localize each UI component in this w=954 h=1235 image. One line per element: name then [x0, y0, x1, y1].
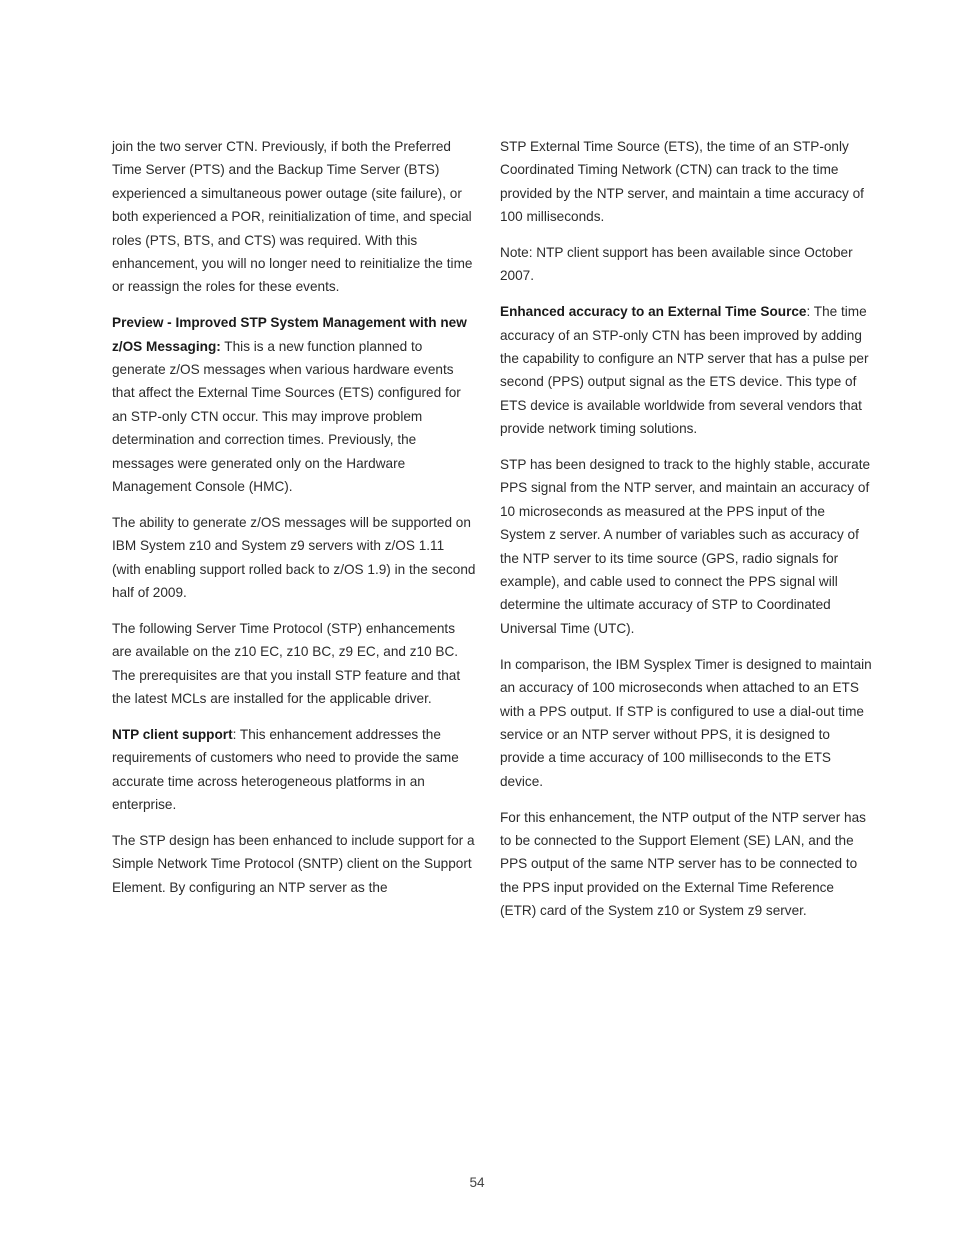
- left-column: [112, 135, 476, 912]
- page-number: 54: [469, 1175, 485, 1190]
- right-column: [500, 135, 872, 935]
- enhanced-accuracy-body: : The time accuracy of an STP-only CTN has been improved by adding the capability to configure an NTP server that has a pulse per second (PPS) output signal as the ETS device. This type of ETS device is available worldwide from several vendors that provide network timing solutions.: [500, 304, 869, 437]
- right-paragraph-4: STP has been designed to track to the highly stable, accurate PPS signal from the NTP server, and maintain an accuracy of 10 microseconds as measured at the PPS input of the System z server. A number of variables such as accuracy of the NTP server to its time source (GPS, radio signals for example), and cable used to connect the PPS signal will determine the ultimate accuracy of STP to Coordinated Universal Time (UTC).: [500, 457, 871, 636]
- left-paragraph-4: The following Server Time Protocol (STP) enhancements are available on the z10 EC, z10 BC, z9 EC, and z10 BC. The prerequisites are that you install STP feature and that the latest MCLs are installed for the applicable driver.: [112, 620, 461, 707]
- right-paragraph-3: [500, 300, 872, 440]
- right-paragraph-5: In comparison, the IBM Sysplex Timer is designed to maintain an accuracy of 100 microseconds when attached to an ETS with a PPS output. If STP is configured to use a dial-out time service or an NTP server without PPS, it is designed to provide a time accuracy of 100 milliseconds to the ETS device.: [500, 656, 872, 789]
- left-paragraph-3: The ability to generate z/OS messages will be supported on IBM System z10 and System z9 servers with z/OS 1.11 (with enabling support rolled back to z/OS 1.9) in the second half of 2009.: [112, 514, 476, 601]
- ntp-client-support-heading: NTP client support: [112, 726, 233, 742]
- left-paragraph-1: join the two server CTN. Previously, if both the Preferred Time Server (PTS) and the Backup Time Server (BTS) experienced a simultaneous power outage (site failure), or both experienced a POR, reinitialization of time, and special roles (PTS, BTS, and CTS) was required. With this enhancement, you will no longer need to reinitialize the time or reassign the roles for these events.: [112, 139, 473, 295]
- left-paragraph-2: [112, 311, 476, 498]
- right-paragraph-1: STP External Time Source (ETS), the time of an STP-only Coordinated Timing Network (CTN) can track to the time provided by the NTP server, and maintain a time accuracy of 100 milliseconds.: [500, 139, 864, 225]
- right-paragraph-6: For this enhancement, the NTP output of the NTP server has to be connected to the Support Element (SE) LAN, and the PPS output of the same NTP server has to be connected to the PPS input provided on the External Time Reference (ETR) card of the System z10 or System z9 server.: [500, 809, 866, 919]
- left-paragraph-5: [112, 723, 476, 817]
- ntp-client-support-body: : This enhancement addresses the requirements of customers who need to provide the same accurate time across heterogeneous platforms in an enterprise.: [112, 726, 459, 813]
- stp-messaging-heading: Preview - Improved STP System Management with new z/OS Messaging:: [112, 315, 467, 354]
- left-paragraph-6: The STP design has been enhanced to include support for a Simple Network Time Protocol (SNTP) client on the Support Element. By configuring an NTP server as the: [112, 832, 475, 895]
- right-paragraph-2: Note: NTP client support has been available since October 2007.: [500, 245, 853, 284]
- enhanced-accuracy-heading: Enhanced accuracy to an External Time Source: [500, 304, 807, 320]
- stp-messaging-body: This is a new function planned to generate z/OS messages when various hardware events that affect the External Time Sources (ETS) configured for an STP-only CTN occur. This may improve problem determination and correction times. Previously, the messages were generated only on the Hardware Management Console (HMC).: [112, 338, 461, 495]
